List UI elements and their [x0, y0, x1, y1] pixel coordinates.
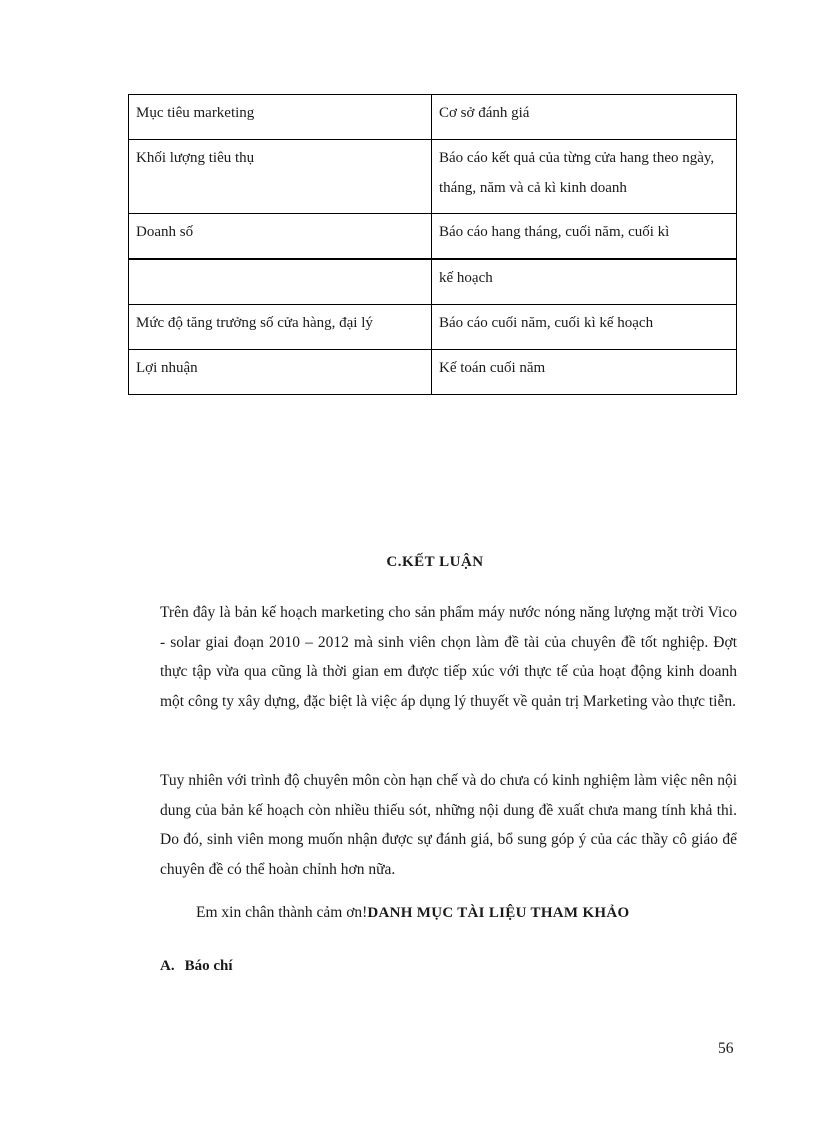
conclusion-paragraph: Tuy nhiên với trình độ chuyên môn còn hạn chế và do chưa có kinh nghiệm làm việc nên nội dung của bản kế hoạch còn nhiều thiếu sót, những nội dung đề xuất chưa mang tính khả thi. Do đó, sinh viên mong muốn nhận được sự đánh giá, bổ sung góp ý của các thầy cô giáo để chuyên đề có thể hoàn chỉnh hơn nữa. [160, 772, 737, 878]
table-cell: Lợi nhuận [129, 350, 432, 395]
table-cell: Khối lượng tiêu thụ [129, 140, 432, 214]
references-heading: DANH MỤC TÀI LIỆU THAM KHẢO [367, 905, 630, 921]
table-row [129, 214, 737, 260]
table-row [129, 350, 737, 395]
thanks-line [196, 904, 629, 922]
table-header-row [129, 95, 737, 140]
page-number: 56 [718, 1040, 734, 1057]
table-cell: Báo cáo cuối năm, cuối kì kế hoạch [432, 305, 737, 350]
table-cell: Mức độ tăng trưởng số cửa hàng, đại lý [129, 305, 432, 350]
table-cell: Báo cáo kết quả của từng cửa hang theo ngày, tháng, năm và cả kì kinh doanh [432, 140, 737, 214]
table-header-cell: Mục tiêu marketing [129, 95, 432, 140]
table-row [129, 259, 737, 305]
conclusion-paragraph: Trên đây là bản kế hoạch marketing cho sản phẩm máy nước nóng năng lượng mặt trời Vico - solar giai đoạn 2010 – 2012 mà sinh viên chọn làm đề tài của chuyên đề tốt nghiệp. Đợt thực tập vừa qua cũng là thời gian em được tiếp xúc với thực tế của hoạt động kinh doanh một công ty xây dựng, đặc biệt là việc áp dụng lý thuyết về quản trị Marketing vào thực tiễn. [160, 604, 737, 710]
table-cell: Kế toán cuối năm [432, 350, 737, 395]
table-cell: Doanh số [129, 214, 432, 260]
table-cell [129, 259, 432, 305]
marketing-evaluation-table [128, 94, 737, 395]
references-subheading [160, 958, 233, 975]
table-header-cell: Cơ sở đánh giá [432, 95, 737, 140]
table-row [129, 305, 737, 350]
conclusion-heading: C.KẾT LUẬN [386, 554, 484, 570]
table-cell: kế hoạch [432, 259, 737, 305]
references-section-title: Báo chí [184, 958, 233, 974]
references-section-number: A. [160, 958, 175, 974]
table-cell: Báo cáo hang tháng, cuối năm, cuối kì [432, 214, 737, 260]
thanks-text: Em xin chân thành cảm ơn! [196, 904, 368, 921]
table-row [129, 140, 737, 214]
